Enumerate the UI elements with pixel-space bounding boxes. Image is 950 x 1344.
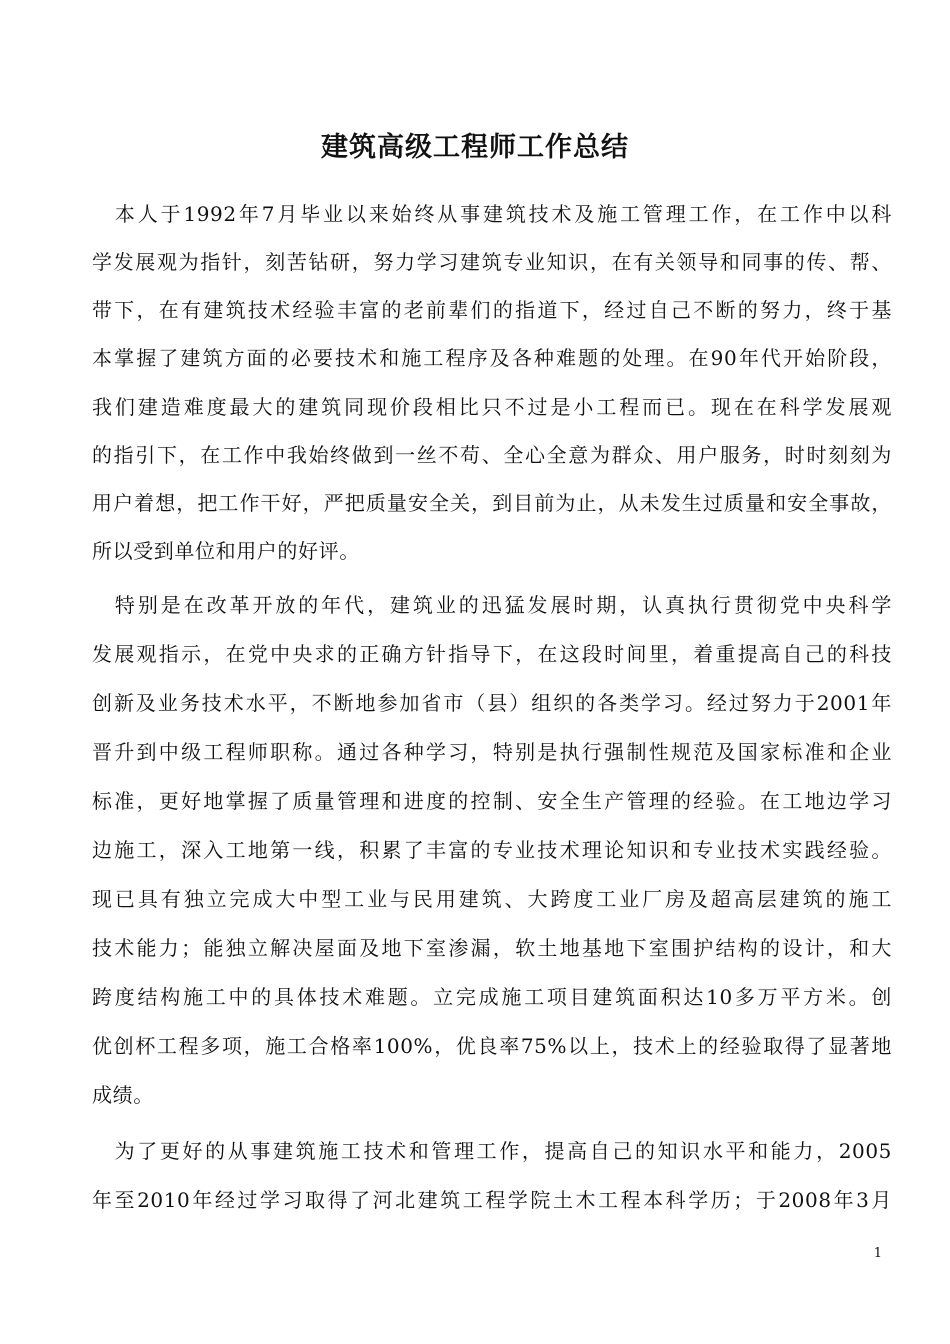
text-line: 的指引下，在工作中我始终做到一丝不苟、全心全意为群众、用户服务，时时刻刻为 (92, 443, 892, 467)
text-line: 用户着想，把工作干好，严把质量安全关，到目前为止，从未发生过质量和安全事故， (92, 491, 892, 515)
page-number: 1 (873, 1246, 882, 1261)
text-line: 晋升到中级工程师职称。通过各种学习，特别是执行强制性规范及国家标准和企业 (92, 740, 892, 764)
text-line: 学发展观为指针，刻苦钻研，努力学习建筑专业知识，在有关领导和同事的传、帮、 (92, 250, 892, 274)
text-line: 所以受到单位和用户的好评。 (92, 539, 360, 563)
text-line: 本掌握了建筑方面的必要技术和施工程序及各种难题的处理。在90年代开始阶段， (92, 346, 892, 370)
text-line: 优创杯工程多项，施工合格率100%，优良率75%以上，技术上的经验取得了显著地 (92, 1034, 892, 1058)
text-line: 标准，更好地掌握了质量管理和进度的控制、安全生产管理的经验。在工地边学习 (92, 789, 892, 813)
text-line: 发展观指示，在党中央求的正确方针指导下，在这段时间里，着重提高自己的科技 (92, 642, 892, 666)
text-line: 本人于1992年7月毕业以来始终从事建筑技术及施工管理工作，在工作中以科 (92, 202, 892, 226)
text-line: 带下，在有建筑技术经验丰富的老前辈们的指道下，经过自己不断的努力，终于基 (92, 298, 892, 322)
text-line: 边施工，深入工地第一线，积累了丰富的专业技术理论知识和专业技术实践经验。 (92, 838, 892, 862)
text-line: 年至2010年经过学习取得了河北建筑工程学院土木工程本科学历；于2008年3月 (92, 1188, 892, 1212)
text-line: 成绩。 (92, 1083, 154, 1107)
text-line: 现已具有独立完成大中型工业与民用建筑、大跨度工业厂房及超高层建筑的施工 (92, 887, 892, 911)
text-line: 为了更好的从事建筑施工技术和管理工作，提高自己的知识水平和能力，2005 (92, 1139, 892, 1163)
document-title: 建筑高级工程师工作总结 (321, 132, 629, 163)
text-line: 技术能力；能独立解决屋面及地下室渗漏，软土地基地下室围护结构的设计，和大 (92, 936, 892, 960)
text-line: 我们建造难度最大的建筑同现价段相比只不过是小工程而已。现在在科学发展观 (92, 395, 892, 419)
text-line: 创新及业务技术水平，不断地参加省市（县）组织的各类学习。经过努力于2001年 (92, 691, 892, 715)
text-line: 跨度结构施工中的具体技术难题。立完成施工项目建筑面积达10多万平方米。创 (92, 985, 892, 1009)
text-line: 特别是在改革开放的年代，建筑业的迅猛发展时期，认真执行贯彻党中央科学 (92, 593, 892, 617)
